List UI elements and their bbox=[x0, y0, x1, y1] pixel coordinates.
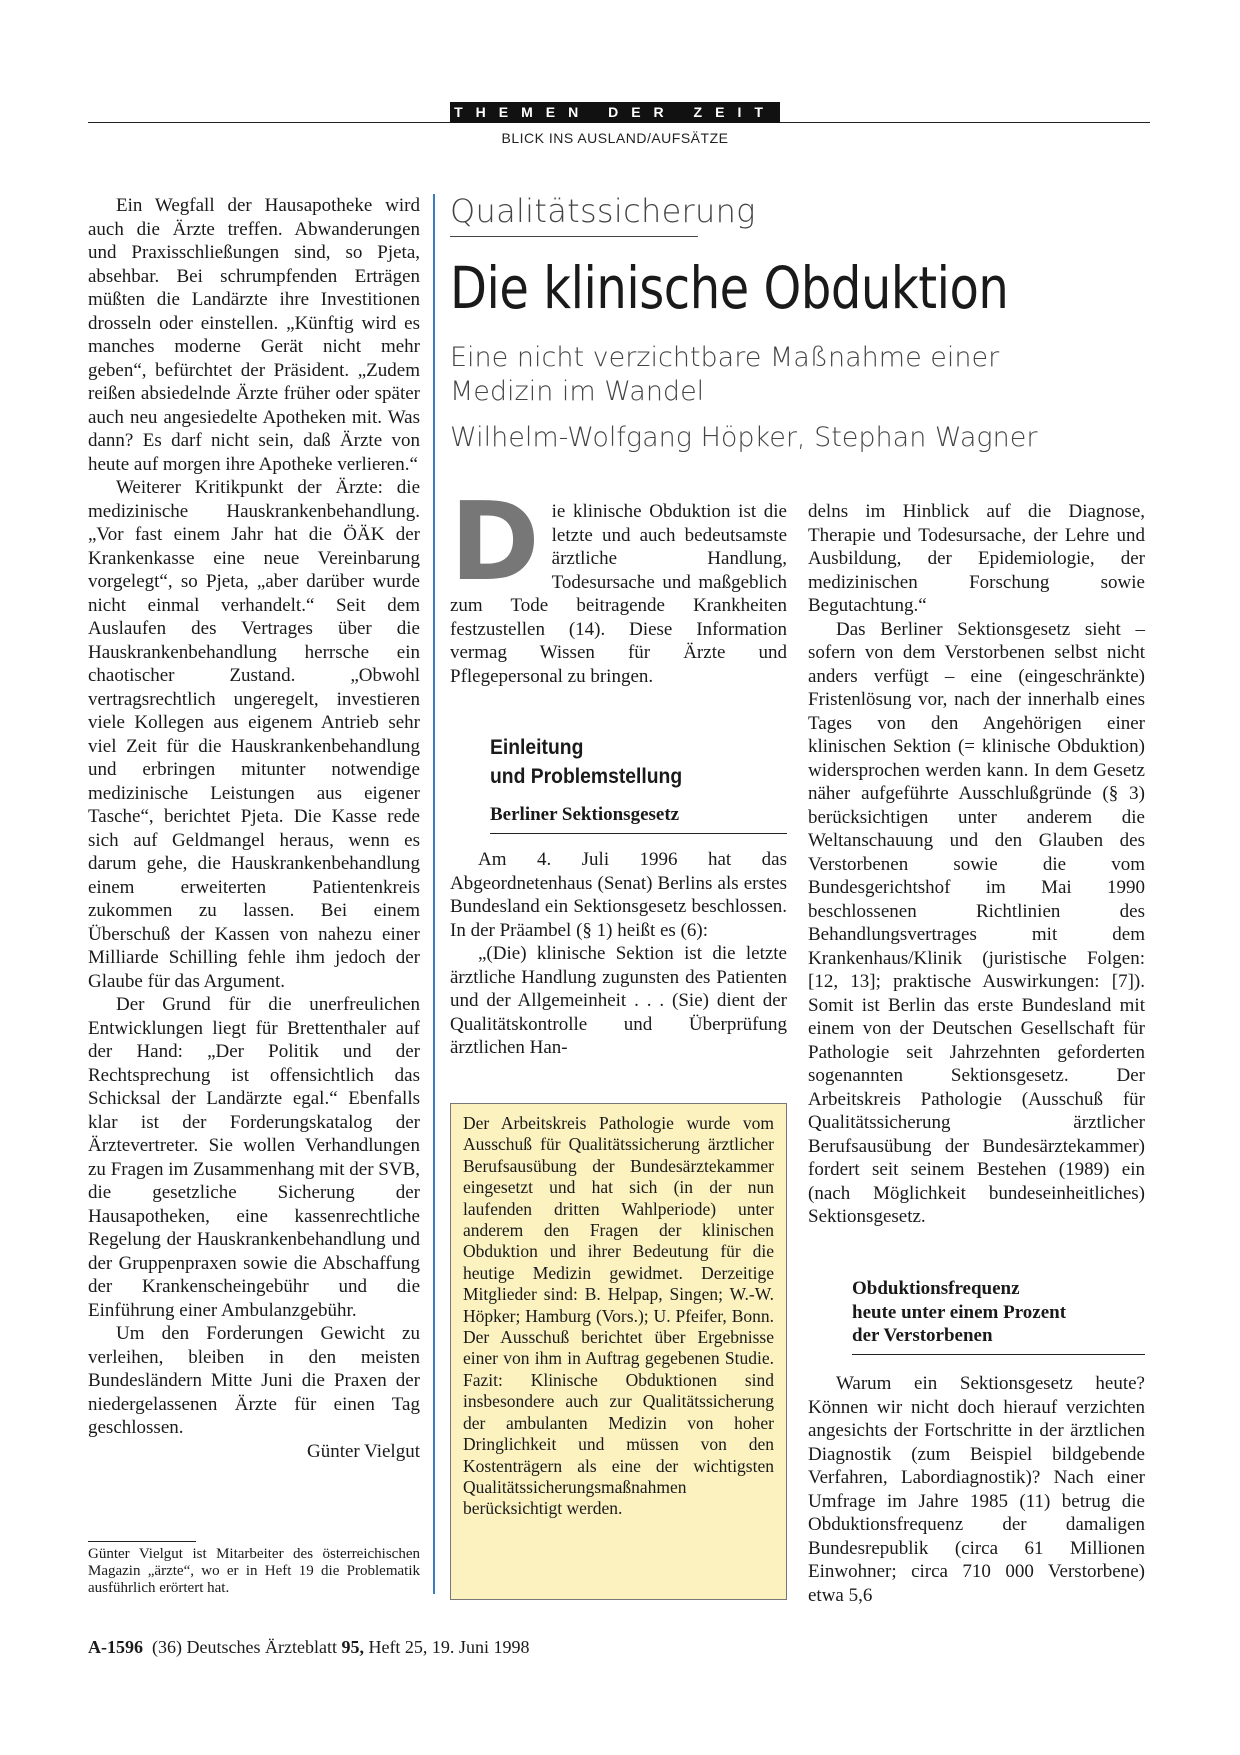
column-right-body bbox=[808, 1372, 1145, 1607]
page-number: (36) bbox=[152, 1637, 182, 1657]
article-authors: Wilhelm-Wolfgang Höpker, Stephan Wagner bbox=[450, 422, 1038, 453]
column-middle-body bbox=[450, 848, 787, 1060]
paragraph: Warum ein Sektionsgesetz heute? Können wir nicht doch hierauf verzichten angesichts der Fortschritte in der ärztlichen Diagnostik (zum Beispiel bildgebende Verfahren, Labordiagnostik)? Nach einer Umfrage im Jahre 1985 (11) betrug die Obduktionsfrequenz der damaligen Bundesrepublik (circa 61 Millionen Einwohner; circa 710 000 Verstorbene) etwa 5,6 bbox=[808, 1373, 1145, 1606]
section-heading bbox=[490, 733, 682, 791]
article-title: Die klinische Obduktion bbox=[450, 254, 1009, 322]
column-divider bbox=[433, 194, 435, 1594]
subheading: Berliner Sektionsgesetz bbox=[490, 804, 787, 834]
paragraph: Am 4. Juli 1996 hat das Abgeordnetenhaus (Senat) Berlins als erstes Bundesland ein Sektionsgesetz beschlossen. In der Präambel (§ 1) heißt es (6): bbox=[450, 849, 787, 941]
section-heading-line: und Problemstellung bbox=[490, 765, 683, 788]
footnote-rule bbox=[88, 1541, 196, 1542]
drop-cap: D bbox=[450, 480, 540, 605]
subheading bbox=[852, 1277, 1145, 1355]
page-footer bbox=[88, 1637, 529, 1658]
info-box: Der Arbeitskreis Pathologie wurde vom Ausschuß für Qualitätssicherung ärztlicher Berufsausübung der Bundesärztekammer eingesetzt und hat sich (in der nun laufenden dritten Wahlperiode) unter anderem den Fragen der klinischen Obduktion und ihrer Bedeutung für die heutige Medizin gewidmet. Derzeitige Mitglieder sind: B. Helpap, Singen; W.-W. Höpker; Hamburg (Vors.); U. Pfeifer, Bonn. Der Ausschuß berichtet über Ergebnisse einer von ihm in Auftrag gegebenen Studie. Fazit: Klinische Obduktionen sind insbesondere auch zur Qualitätssicherung der ambulanten Medizin von hoher Dringlichkeit und müssen von den Kostenträgern als eine der wichtigsten Qualitätssicherungsmaßnahmen berücksichtigt werden. bbox=[450, 1103, 787, 1600]
column-right bbox=[808, 500, 1145, 1229]
journal-volume: 95, bbox=[341, 1637, 364, 1657]
paragraph: Der Grund für die unerfreulichen Entwicklungen liegt für Brettenthaler auf der Hand: „Der Politik und der Rechtsprechung ist offensichtlich das Schicksal der Landärzte egal.“ Ebenfalls klar ist der Forderungskatalog der Ärztevertreter. Sie wollen Verhandlungen zu Fragen im Zusammenhang mit der SVB, die gesetzliche Sicherung der Hausapotheken, eine kassenrechtliche Regelung der Hauskrankenbehandlung und der Gruppenpraxen sowie die Abschaffung der Krankenscheingebühr und die Einführung einer Ambulanzgebühr. bbox=[88, 994, 420, 1321]
section-heading-line: Einleitung bbox=[490, 736, 584, 759]
article-kicker: Qualitätssicherung bbox=[450, 192, 698, 237]
article-subtitle: Eine nicht verzichtbare Maßnahme einer Medizin im Wandel bbox=[450, 342, 1000, 407]
section-banner: THEMEN DER ZEIT bbox=[450, 102, 780, 123]
lead-paragraph: ie klinische Obduktion ist die letzte und auch bedeutsamste ärztliche Handlung, Todesursache und maßgeblich zum Tode beitragende Krankheiten festzustellen (14). Diese Information vermag Wissen für Ärzte und Pflegepersonal zu bringen. bbox=[450, 501, 787, 687]
journal-name: Deutsches Ärzteblatt bbox=[186, 1637, 337, 1657]
journal-issue: Heft 25, 19. Juni 1998 bbox=[368, 1637, 530, 1657]
column-middle-lead bbox=[450, 480, 787, 688]
paragraph: Um den Forderungen Gewicht zu verleihen, bleiben in den meisten Bundesländern Mitte Juni die Praxen der niedergelassenen Ärzte für einen Tag geschlossen. bbox=[88, 1323, 420, 1438]
paragraph: „(Die) klinische Sektion ist die letzte ärztliche Handlung zugunsten des Patienten und der Allgemeinheit . . . (Sie) dient der Qualitätskontrolle und Überprüfung ärztlichen Han- bbox=[450, 943, 787, 1058]
footnote: Günter Vielgut ist Mitarbeiter des österreichischen Magazin „ärzte“, wo er in Heft 19 die Problematik ausführlich erörtert hat. bbox=[88, 1546, 420, 1596]
section-subtitle: BLICK INS AUSLAND/AUFSÄTZE bbox=[501, 130, 729, 146]
subheading-line: Obduktionsfrequenz bbox=[852, 1278, 1020, 1299]
paragraph: Das Berliner Sektionsgesetz sieht – sofern von dem Verstorbenen selbst nicht anders verfügt – eine (eingeschränkte) Fristenlösung vor, nach der innerhalb eines Tages von den Angehörigen einer klinischen Sektion (= klinische Obduktion) widersprochen werden kann. In dem Gesetz näher aufgeführte Ausschlußgründe (§ 3) berücksichtigen unter anderem die Weltanschauung und den Glauben des Verstorbenen sowie die vom Bundesgerichtshof im Mai 1990 beschlossenen Richtlinien des Behandlungsvertrages mit dem Krankenhaus/Klinik (juristische Folgen: [12, 13]; praktische Auswirkungen: [7]). Somit ist Berlin das erste Bundesland mit einem von der Deutschen Gesellschaft für Pathologie seit Jahrzehnten geforderten sogenannten Sektionsgesetz. Der Arbeitskreis Pathologie (Ausschuß für Qualitätssicherung ärztlicher Berufsausübung der Bundesärztekammer) fordert seit seinem Bestehen (1989) ein (nach Möglichkeit bundeseinheitliches) Sektionsgesetz. bbox=[808, 618, 1145, 1227]
paragraph: Ein Wegfall der Hausapotheke wird auch die Ärzte treffen. Abwanderungen und Praxisschließungen sind, so Pjeta, absehbar. Bei schrumpfenden Erträgen müßten die Landärzte ihre Investitionen drosseln oder einstellen. „Künftig wird es manches moderne Gerät nicht mehr geben“, befürchtet der Präsident. „Zudem reißen absiedelnde Ärzte früher oder später auch neu angesiedelte Apotheken mit. Was dann? Es darf nicht sein, daß Ärzte von heute auf morgen ihre Apotheke verlieren.“ bbox=[88, 195, 420, 475]
page-id: A-1596 bbox=[88, 1637, 143, 1657]
column-left bbox=[88, 194, 420, 1463]
subheading-line: der Verstorbenen bbox=[852, 1325, 993, 1346]
author-signature: Günter Vielgut bbox=[306, 1440, 420, 1462]
paragraph: Weiterer Kritikpunkt der Ärzte: die medizinische Hauskrankenbehandlung. „Vor fast einem Jahr hat die ÖÄK der Krankenkasse eine neue Vereinbarung vorgelegt“, so Pjeta, „aber darüber wurde nicht einmal verhandelt.“ Seit dem Auslaufen des Vertrages über die Hauskrankenbehandlung herrsche ein chaotischer Zustand. „Obwohl vertragsrechtlich ungeregelt, investieren viele Kollegen aus eigenem Antrieb sehr viel Zeit für die Hauskrankenbehandlung und erbringen mitunter notwendige medizinische Leistungen aus eigener Tasche“, berichtet Pjeta. Die Kasse rede sich auf Geldmangel heraus, wenn es darum gehe, die Hauskrankenbehandlung einem erweiterten Patientenkreis zukommen zu lassen. Bei einem Überschuß der Kassen von nahezu einer Milliarde Schilling fehle ihm jedoch der Glaube für das Argument. bbox=[88, 477, 420, 992]
paragraph: delns im Hinblick auf die Diagnose, Therapie und Todesursache, der Lehre und Ausbildung, der Epidemiologie, der medizinischen Forschung sowie Begutachtung.“ bbox=[808, 501, 1145, 616]
subheading-line: heute unter einem Prozent bbox=[852, 1301, 1067, 1323]
